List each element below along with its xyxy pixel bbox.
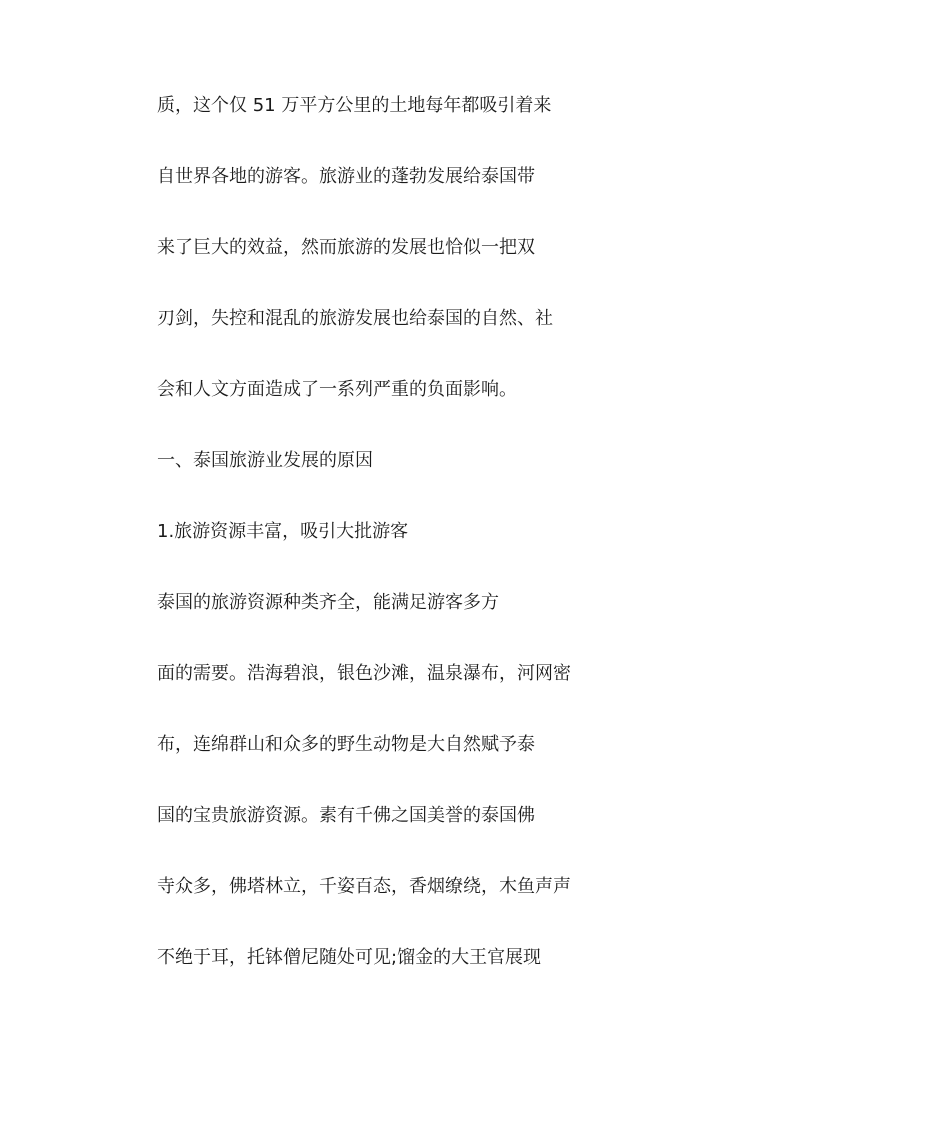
text-line-10: 布，连绵群山和众多的野生动物是大自然赋予泰 bbox=[157, 734, 535, 755]
document-body bbox=[157, 88, 857, 1011]
text-line-3: 来了巨大的效益，然而旅游的发展也恰似一把双 bbox=[157, 237, 535, 258]
text-line-11: 国的宝贵旅游资源。素有千佛之国美誉的泰国佛 bbox=[157, 805, 535, 826]
subsection-heading: 1.旅游资源丰富，吸引大批游客 bbox=[157, 521, 409, 542]
text-line-13: 不绝于耳，托钵僧尼随处可见;馏金的大王官展现 bbox=[157, 947, 542, 968]
section-heading: 一、泰国旅游业发展的原因 bbox=[157, 450, 373, 471]
text-line-12: 寺众多，佛塔林立，千姿百态，香烟缭绕，木鱼声声 bbox=[157, 876, 571, 897]
text-line-8: 泰国的旅游资源种类齐全，能满足游客多方 bbox=[157, 592, 499, 613]
text-line-9: 面的需要。浩海碧浪，银色沙滩，温泉瀑布，河网密 bbox=[157, 663, 571, 684]
text-line-5: 会和人文方面造成了一系列严重的负面影响。 bbox=[157, 379, 517, 400]
text-line-1: 质，这个仅 51 万平方公里的土地每年都吸引着来 bbox=[157, 95, 552, 116]
text-line-2: 自世界各地的游客。旅游业的蓬勃发展给泰国带 bbox=[157, 166, 535, 187]
text-line-4: 刃剑，失控和混乱的旅游发展也给泰国的自然、社 bbox=[157, 308, 553, 329]
